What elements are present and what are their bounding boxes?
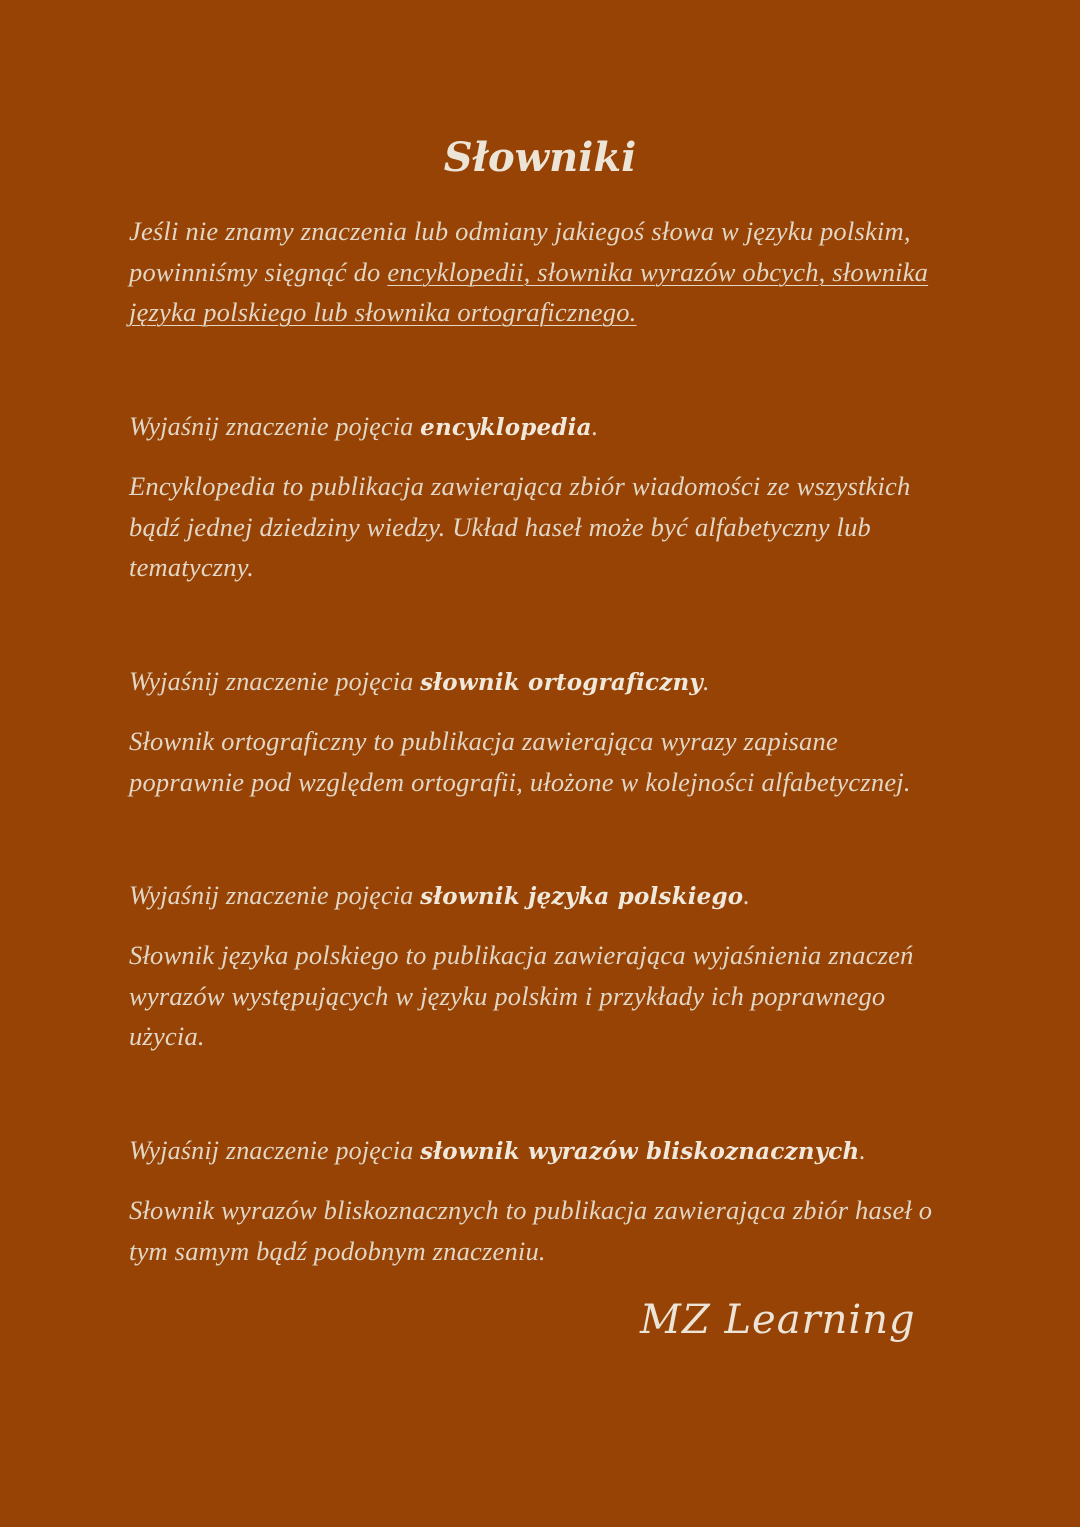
answer-slownik-wyrazow-bliskoznacznych: Słownik wyrazów bliskoznacznych to publikacja zawierająca zbiór haseł o tym samym bądź podobnym znaczeniu. [129, 1195, 933, 1266]
question-prefix: Wyjaśnij znaczenie pojęcia [129, 881, 421, 910]
question-suffix: . [743, 881, 751, 910]
term-slownik-jezyka-polskiego: słownik języka polskiego [420, 883, 744, 910]
question-encyklopedia [129, 407, 959, 449]
question-suffix: . [591, 412, 599, 441]
intro-text: Jeśli nie znamy znaczenia lub odmiany jakiegoś słowa w języku polskim, powinniśmy sięgnąć do [129, 216, 911, 287]
question-prefix: Wyjaśnij znaczenie pojęcia [129, 412, 421, 441]
answer-slownik-ortograficzny: Słownik ortograficzny to publikacja zawierająca wyrazy zapisane poprawnie pod względem ortografii, ułożone w kolejności alfabetycznej. [129, 726, 911, 797]
question-suffix: . [702, 667, 710, 696]
signature: MZ Learning [640, 1297, 916, 1343]
question-slownik-jezyka-polskiego [129, 876, 959, 918]
term-slownik-wyrazow-bliskoznacznych: słownik wyrazów bliskoznacznych [420, 1138, 860, 1165]
answer-encyklopedia: Encyklopedia to publikacja zawierająca zbiór wiadomości ze wszystkich bądź jednej dziedziny wiedzy. Układ haseł może być alfabetyczny lub tematyczny. [129, 471, 911, 582]
intro-paragraph [129, 211, 939, 333]
term-slownik-ortograficzny: słownik ortograficzny [420, 669, 703, 696]
term-encyklopedia: encyklopedia [420, 414, 592, 441]
page-title: Słowniki [443, 134, 637, 181]
question-prefix: Wyjaśnij znaczenie pojęcia [129, 1136, 421, 1165]
intro-underlined-text: encyklopedii, słownika wyrazów obcych, słownika języka polskiego lub słownika ortograficznego. [129, 256, 929, 327]
answer-slownik-jezyka-polskiego: Słownik języka polskiego to publikacja zawierająca wyjaśnienia znaczeń wyrazów występujących w języku polskim i przykłady ich poprawnego użycia. [129, 940, 914, 1051]
question-prefix: Wyjaśnij znaczenie pojęcia [129, 667, 421, 696]
question-suffix: . [859, 1136, 867, 1165]
question-slownik-wyrazow-bliskoznacznych [129, 1131, 959, 1173]
question-slownik-ortograficzny [129, 662, 959, 704]
